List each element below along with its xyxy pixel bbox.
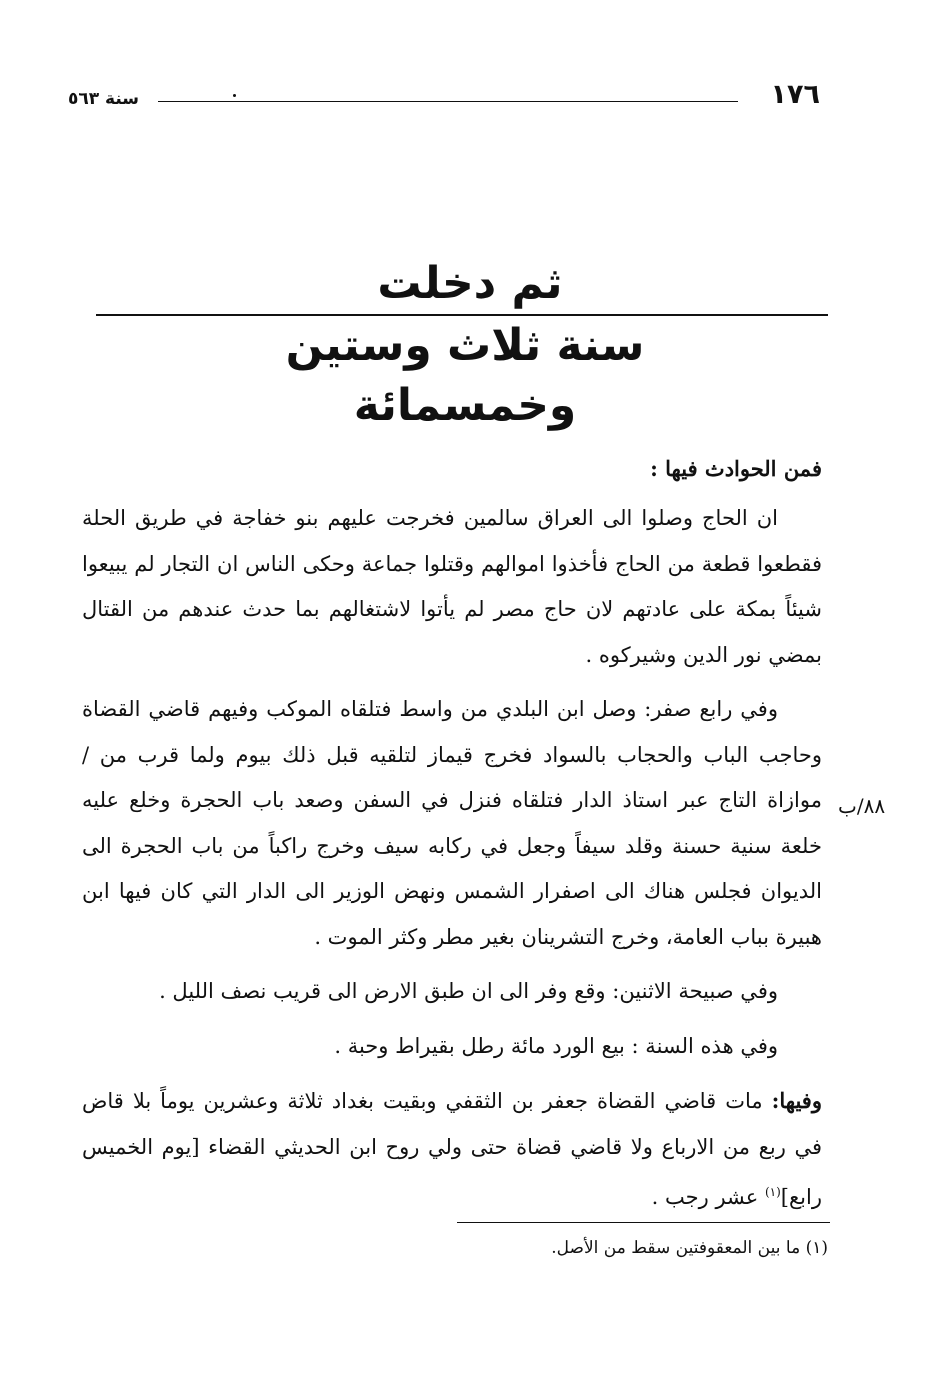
paragraph-5 [82, 1078, 822, 1221]
paragraph-5-lead: وفيها: [771, 1088, 822, 1113]
body-text [82, 450, 822, 1230]
header-dot [233, 94, 236, 97]
footnote: (١) ما بين المعقوفتين سقط من الأصل. [551, 1238, 828, 1258]
header-year: سنة ٥٦٣ [68, 89, 140, 109]
paragraph-2: وفي رابع صفر: وصل ابن البلدي من واسط فتلقاه الموكب وفيهم قاضي القضاة وحاجب الباب والحجاب بالسواد فخرج قيماز لتلقيه قبل ذلك بيوم ولما قرب من / موازاة التاج عبر استاذ الدار فتلقاه فنزل في السفن وصعد باب الحجرة وخلع عليه خلعة سنية حسنة وقلد سيفاً وجعل في ركابه سيف وخرج راكباً من باب الحجرة الى الديوان فجلس هناك الى اصفرار الشمس ونهض الوزير الى الدار التي كان فيها ابن هبيرة بباب العامة، وخرج التشرينان بغير مطر وكثر الموت . [82, 697, 822, 949]
page-number: ١٧٦ [770, 79, 820, 110]
paragraph-5-text: مات قاضي القضاة جعفر بن الثقفي وبقيت بغداد ثلاثة وعشرين يوماً بلا قاض في ربع من الارباع ولا قاضي قضاة حتى ولي روح ابن الحديثي القضاء [يوم الخميس رابع] [82, 1089, 822, 1209]
running-header [68, 80, 820, 114]
paragraph-4: وفي هذه السنة : بيع الورد مائة رطل بقيراط وحبة . [334, 1033, 778, 1058]
footnote-rule [457, 1222, 830, 1223]
chapter-title-line2: سنة ثلاث وستين وخمسمائة [285, 320, 645, 431]
manuscript-folio-note: ٨٨/ب [838, 794, 886, 818]
chapter-title-line1: ثم دخلت [377, 258, 563, 309]
footnote-ref[interactable]: (١) [764, 1185, 781, 1199]
paragraph-5-tail: عشر رجب . [651, 1185, 765, 1209]
paragraph-3: وفي صبيحة الاثنين: وقع وفر الى ان طبق الارض الى قريب نصف الليل . [159, 979, 778, 1003]
paragraph-1: ان الحاج وصلوا الى العراق سالمين فخرجت عليهم بنو خفاجة في طريق الحلة فقطعوا قطعة من الحاج فأخذوا اموالهم وقتلوا جماعة وحكى الناس ان التجار لم يبيعوا شيئاً بمكة على عادتهم لان حاج مصر لم يأتوا لاشتغالهم بما حدث عندهم من القتال بمضي نور الدين وشيركوه . [82, 506, 822, 667]
header-rule [158, 101, 738, 102]
section-heading: فمن الحوادث فيها : [650, 456, 822, 481]
